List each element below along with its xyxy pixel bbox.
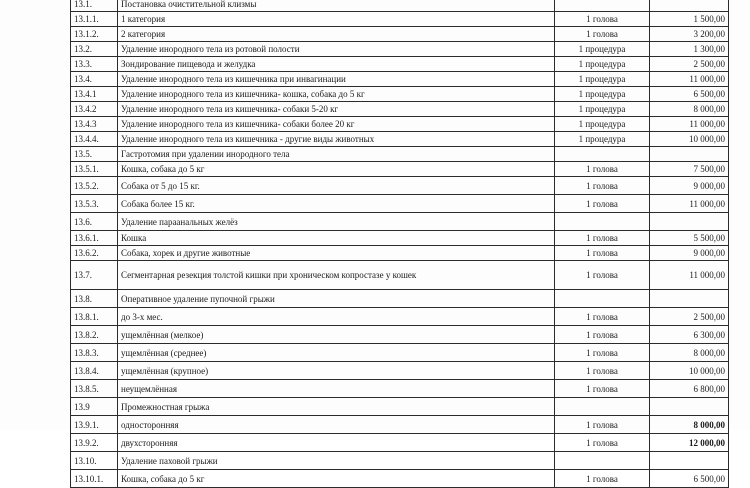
row-code: 13.5.	[71, 147, 118, 162]
table-row	[71, 261, 729, 290]
row-service: Собака, хорек и другие животные	[118, 246, 555, 261]
row-price: 9 000,00	[650, 177, 729, 195]
row-unit: 1 процедура	[555, 132, 650, 147]
table-row	[71, 452, 729, 470]
table-row	[71, 326, 729, 344]
row-service: Собака от 5 до 15 кг.	[118, 177, 555, 195]
row-unit: 1 голова	[555, 344, 650, 362]
table-row	[71, 231, 729, 246]
row-service: ущемлённая (мелкое)	[118, 326, 555, 344]
row-price: 1 300,00	[650, 42, 729, 57]
row-unit: 1 голова	[555, 308, 650, 326]
row-unit	[555, 147, 650, 162]
table-row	[71, 434, 729, 452]
row-price: 7 500,00	[650, 162, 729, 177]
row-code: 13.4.3	[71, 117, 118, 132]
row-price: 2 500,00	[650, 57, 729, 72]
table-row	[71, 132, 729, 147]
table-row	[71, 213, 729, 231]
row-price	[650, 147, 729, 162]
table-row	[71, 42, 729, 57]
row-code: 13.6.	[71, 213, 118, 231]
row-service: Оперативное удаление пупочной грыжи	[118, 290, 555, 308]
row-price	[650, 398, 729, 416]
row-price	[650, 452, 729, 470]
row-service: Кошка	[118, 231, 555, 246]
row-code: 13.1.1.	[71, 12, 118, 27]
row-unit: 1 голова	[555, 162, 650, 177]
row-service: ущемлённая (среднее)	[118, 344, 555, 362]
row-price: 9 000,00	[650, 246, 729, 261]
row-code: 13.1.2.	[71, 27, 118, 42]
row-service: Удаление инородного тела из кишечника- кошка, собака до 5 кг	[118, 87, 555, 102]
row-price: 3 200,00	[650, 27, 729, 42]
table-row	[71, 162, 729, 177]
row-service: Зондирование пищевода и желудка	[118, 57, 555, 72]
row-price: 6 500,00	[650, 87, 729, 102]
row-unit: 1 процедура	[555, 87, 650, 102]
row-service: неущемлённая	[118, 380, 555, 398]
row-service: Удаление инородного тела из кишечника- собаки более 20 кг	[118, 117, 555, 132]
table-row	[71, 102, 729, 117]
row-service: Кошка, собака до 5 кг	[118, 470, 555, 488]
row-service: до 3-х мес.	[118, 308, 555, 326]
row-service: Удаление инородного тела из кишечника при инвагинации	[118, 72, 555, 87]
row-unit: 1 голова	[555, 326, 650, 344]
row-price	[650, 0, 729, 12]
row-code: 13.10.1.	[71, 470, 118, 488]
row-unit: 1 голова	[555, 261, 650, 290]
table-row	[71, 290, 729, 308]
row-unit: 1 голова	[555, 380, 650, 398]
row-price: 10 000,00	[650, 362, 729, 380]
row-code: 13.4.1	[71, 87, 118, 102]
row-price: 6 500,00	[650, 470, 729, 488]
table-row	[71, 195, 729, 213]
row-price: 11 000,00	[650, 195, 729, 213]
table-row	[71, 380, 729, 398]
row-code: 13.8.5.	[71, 380, 118, 398]
row-price: 8 000,00	[650, 102, 729, 117]
row-service: Собака более 15 кг.	[118, 195, 555, 213]
row-service: Удаление инородного тела из ротовой полости	[118, 42, 555, 57]
table-row	[71, 147, 729, 162]
row-code: 13.8.4.	[71, 362, 118, 380]
row-service: Удаление инородного тела из кишечника- собаки 5-20 кг	[118, 102, 555, 117]
table-row	[71, 398, 729, 416]
row-unit: 1 голова	[555, 416, 650, 434]
row-price: 11 000,00	[650, 72, 729, 87]
row-code: 13.10.	[71, 452, 118, 470]
table-row	[71, 344, 729, 362]
row-service: Удаление параанальных желёз	[118, 213, 555, 231]
table-row	[71, 27, 729, 42]
row-price: 5 500,00	[650, 231, 729, 246]
table-row	[71, 308, 729, 326]
table-row	[71, 362, 729, 380]
row-price: 1 500,00	[650, 12, 729, 27]
row-unit: 1 процедура	[555, 102, 650, 117]
row-unit	[555, 398, 650, 416]
row-price	[650, 213, 729, 231]
row-price	[650, 290, 729, 308]
table-row	[71, 72, 729, 87]
row-price: 12 000,00	[650, 434, 729, 452]
row-unit	[555, 213, 650, 231]
row-service: Удаление инородного тела из кишечника - другие виды животных	[118, 132, 555, 147]
table-row	[71, 416, 729, 434]
row-unit: 1 процедура	[555, 42, 650, 57]
row-service: ущемлённая (крупное)	[118, 362, 555, 380]
row-code: 13.9.2.	[71, 434, 118, 452]
table-row	[71, 177, 729, 195]
row-unit: 1 голова	[555, 177, 650, 195]
row-code: 13.6.2.	[71, 246, 118, 261]
row-code: 13.2.	[71, 42, 118, 57]
row-unit: 1 голова	[555, 434, 650, 452]
row-unit	[555, 0, 650, 12]
table-row	[71, 0, 729, 12]
row-price: 11 000,00	[650, 261, 729, 290]
row-service: Гастротомия при удалении инородного тела	[118, 147, 555, 162]
row-code: 13.5.2.	[71, 177, 118, 195]
row-code: 13.4.4.	[71, 132, 118, 147]
price-table	[70, 0, 729, 488]
row-unit: 1 голова	[555, 27, 650, 42]
row-unit	[555, 452, 650, 470]
row-unit: 1 процедура	[555, 57, 650, 72]
table-row	[71, 246, 729, 261]
table-row	[71, 57, 729, 72]
row-code: 13.9.1.	[71, 416, 118, 434]
row-price: 8 000,00	[650, 416, 729, 434]
row-unit: 1 процедура	[555, 117, 650, 132]
row-code: 13.3.	[71, 57, 118, 72]
row-price: 8 000,00	[650, 344, 729, 362]
row-unit: 1 голова	[555, 231, 650, 246]
row-service: 2 категория	[118, 27, 555, 42]
row-code: 13.6.1.	[71, 231, 118, 246]
row-service: двухсторонняя	[118, 434, 555, 452]
row-code: 13.7.	[71, 261, 118, 290]
table-row	[71, 470, 729, 488]
row-service: 1 категория	[118, 12, 555, 27]
table-row	[71, 12, 729, 27]
table-row	[71, 87, 729, 102]
row-code: 13.4.	[71, 72, 118, 87]
row-service: Удаление паховой грыжи	[118, 452, 555, 470]
row-unit: 1 процедура	[555, 72, 650, 87]
row-price: 11 000,00	[650, 117, 729, 132]
row-price: 6 800,00	[650, 380, 729, 398]
row-price: 2 500,00	[650, 308, 729, 326]
row-code: 13.9	[71, 398, 118, 416]
row-code: 13.8.	[71, 290, 118, 308]
row-code: 13.8.1.	[71, 308, 118, 326]
table-row	[71, 117, 729, 132]
row-price: 6 300,00	[650, 326, 729, 344]
row-code: 13.1.	[71, 0, 118, 12]
row-service: Постановка очистительной клизмы	[118, 0, 555, 12]
row-code: 13.5.1.	[71, 162, 118, 177]
row-price: 10 000,00	[650, 132, 729, 147]
row-unit: 1 голова	[555, 12, 650, 27]
row-service: односторонняя	[118, 416, 555, 434]
row-service: Сегментарная резекция толстой кишки при хроническом копростазе у кошек	[118, 261, 555, 290]
row-unit: 1 голова	[555, 470, 650, 488]
row-unit: 1 голова	[555, 362, 650, 380]
row-code: 13.8.3.	[71, 344, 118, 362]
row-unit	[555, 290, 650, 308]
row-code: 13.4.2	[71, 102, 118, 117]
row-service: Кошка, собака до 5 кг	[118, 162, 555, 177]
row-unit: 1 голова	[555, 195, 650, 213]
row-code: 13.5.3.	[71, 195, 118, 213]
row-unit: 1 голова	[555, 246, 650, 261]
row-service: Промежностная грыжа	[118, 398, 555, 416]
row-code: 13.8.2.	[71, 326, 118, 344]
